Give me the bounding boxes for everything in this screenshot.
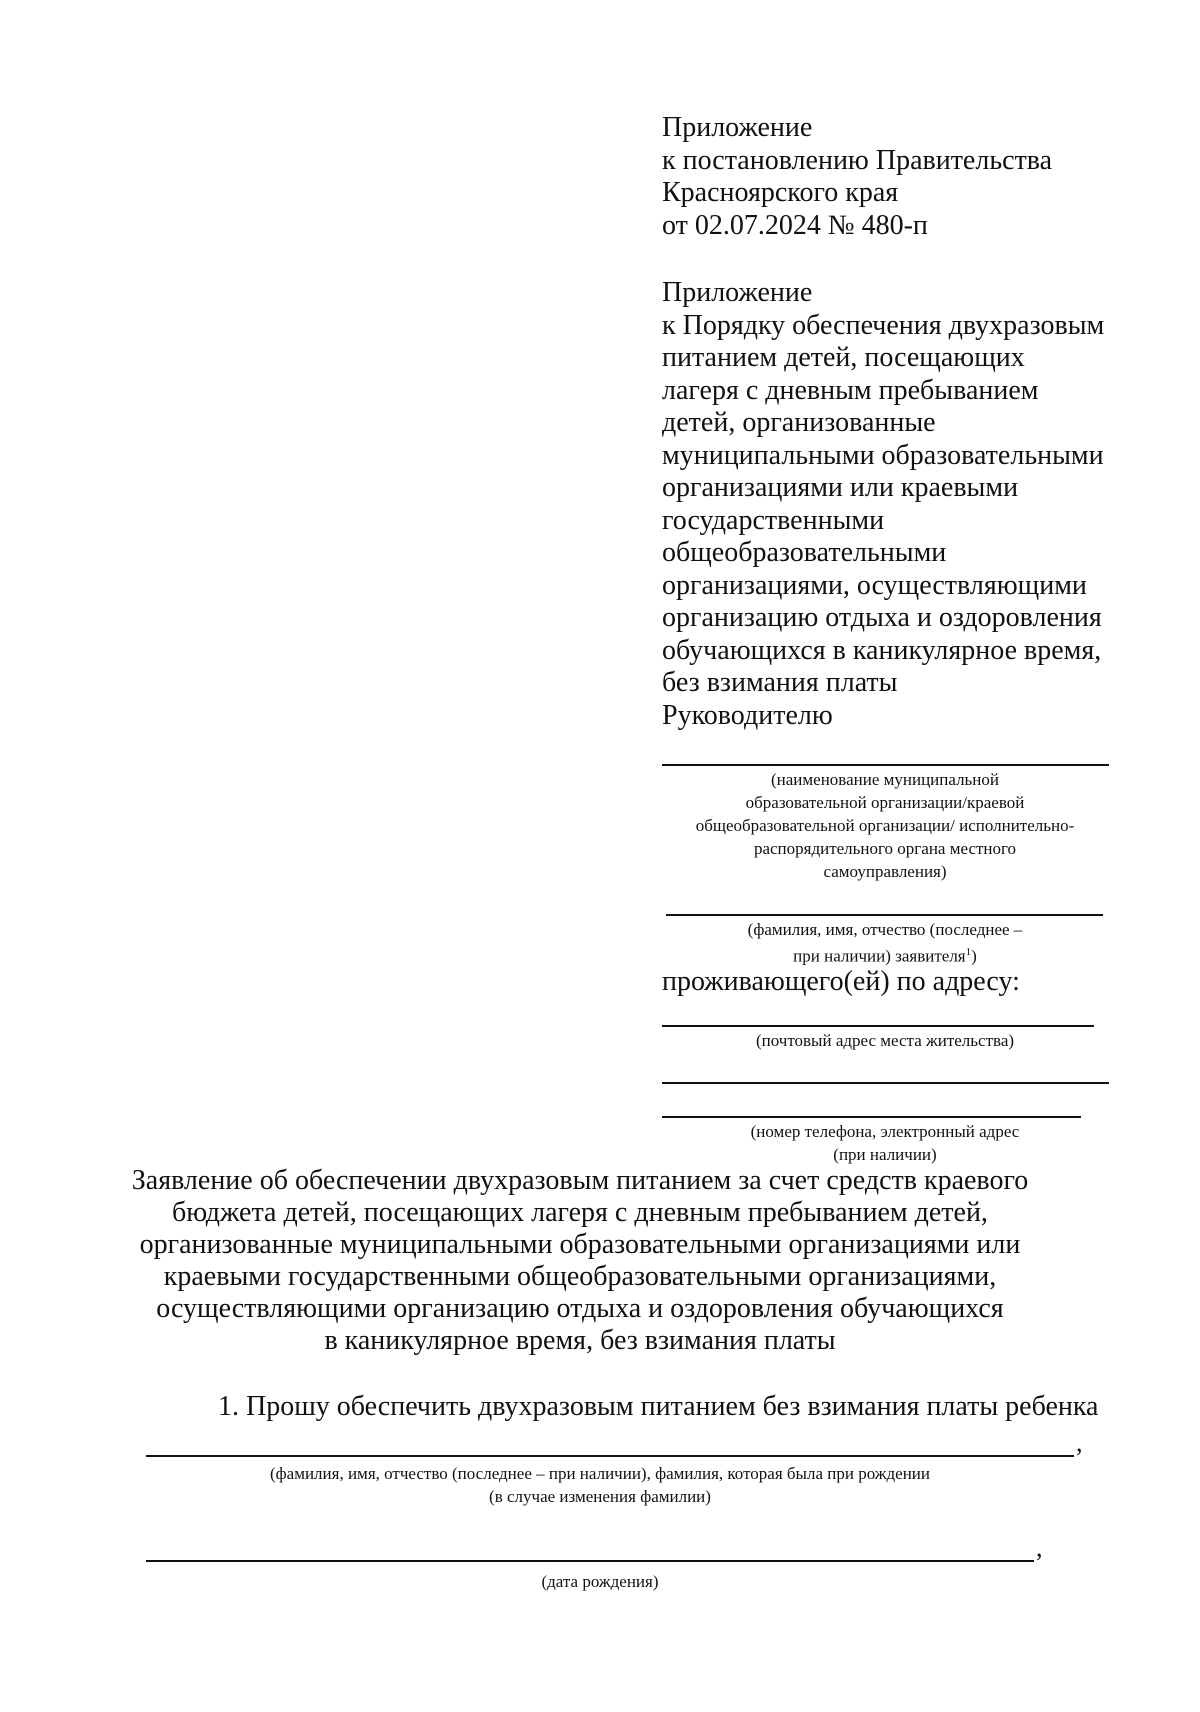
org-name-field-line[interactable] xyxy=(662,764,1109,766)
header-1-line: к постановлению Правительства xyxy=(662,144,1053,176)
org-caption xyxy=(650,768,1120,883)
contact-caption-line: (номер телефона, электронный адрес xyxy=(750,1122,1020,1141)
header-2-line: Приложение xyxy=(662,277,813,308)
header-2-line: детей, организованные xyxy=(662,407,936,438)
header-2-line: обучающихся в каникулярное время, xyxy=(662,634,1102,666)
org-caption-line: (наименование муниципальной xyxy=(770,770,999,789)
org-caption-line: самоуправления) xyxy=(823,862,947,881)
child-name-field-line[interactable] xyxy=(146,1455,1074,1457)
child-caption-line: (в случае изменения фамилии) xyxy=(489,1487,711,1506)
org-caption-line: общеобразовательной организации/ исполнительно- xyxy=(695,816,1075,835)
dob-field-line[interactable] xyxy=(146,1560,1034,1562)
title-line: организованные муниципальными образовательными организациями или xyxy=(139,1229,1021,1260)
header-2-line: лагеря с дневным пребыванием xyxy=(662,374,1039,406)
dob-caption: (дата рождения) xyxy=(541,1572,659,1591)
header-2-line: организациями, осуществляющими xyxy=(662,569,1087,601)
contact-caption xyxy=(650,1120,1120,1166)
header-2-line: общеобразовательными xyxy=(662,537,947,568)
residing-label: проживающего(ей) по адресу: xyxy=(662,966,1020,997)
header-1-line: от 02.07.2024 № 480-п xyxy=(662,209,928,241)
header-appendix-2 xyxy=(662,277,1104,732)
header-2-line: государственными xyxy=(662,504,885,536)
footnote-mark: 1 xyxy=(965,946,972,958)
applicant-caption xyxy=(650,918,1120,968)
header-appendix-1 xyxy=(662,112,1052,242)
title-line: краевыми государственными общеобразовательными организациями, xyxy=(163,1261,997,1292)
addressee-to: Руководителю xyxy=(662,699,833,731)
item-1-text: 1. Прошу обеспечить двухразовым питанием без взимания платы ребенка xyxy=(218,1391,1099,1422)
child-caption xyxy=(120,1462,1080,1508)
header-1-line: Приложение xyxy=(662,112,813,143)
org-caption-line: образовательной организации/краевой xyxy=(745,793,1025,812)
title-line: Заявление об обеспечении двухразовым питанием за счет средств краевого xyxy=(131,1165,1029,1196)
child-caption-line: (фамилия, имя, отчество (последнее – при наличии), фамилия, которая была при рождении xyxy=(269,1464,931,1483)
header-2-line: питанием детей, посещающих xyxy=(662,342,1025,373)
applicant-caption-line-2 xyxy=(650,941,1120,968)
document-title xyxy=(120,1165,1040,1357)
header-1-line: Красноярского края xyxy=(662,177,899,208)
contact-field-line[interactable] xyxy=(662,1116,1081,1118)
address-caption: (почтовый адрес места жительства) xyxy=(755,1031,1015,1050)
header-2-line: организацию отдыха и оздоровления xyxy=(662,602,1102,633)
header-2-line: организациями или краевыми xyxy=(662,472,1019,503)
contact-caption-line: (при наличии) xyxy=(833,1145,937,1164)
org-caption-line: распорядительного органа местного xyxy=(753,839,1017,858)
address-field-line[interactable] xyxy=(662,1025,1094,1027)
header-2-line: к Порядку обеспечения двухразовым xyxy=(662,309,1105,341)
comma: , xyxy=(1036,1533,1043,1562)
address-field-line-2[interactable] xyxy=(662,1082,1109,1084)
comma: , xyxy=(1076,1428,1083,1457)
title-line: бюджета детей, посещающих лагеря с дневным пребыванием детей, xyxy=(172,1197,988,1228)
applicant-caption-close: ) xyxy=(971,946,977,966)
applicant-caption-text: при наличии) заявителя xyxy=(793,946,966,966)
applicant-caption-line: (фамилия, имя, отчество (последнее – xyxy=(747,920,1023,939)
title-line: в каникулярное время, без взимания платы xyxy=(324,1325,836,1356)
header-2-line: без взимания платы xyxy=(662,667,898,698)
applicant-name-field-line[interactable] xyxy=(666,914,1103,916)
title-line: осуществляющими организацию отдыха и оздоровления обучающихся xyxy=(156,1293,1004,1324)
header-2-line: муниципальными образовательными xyxy=(662,439,1104,471)
